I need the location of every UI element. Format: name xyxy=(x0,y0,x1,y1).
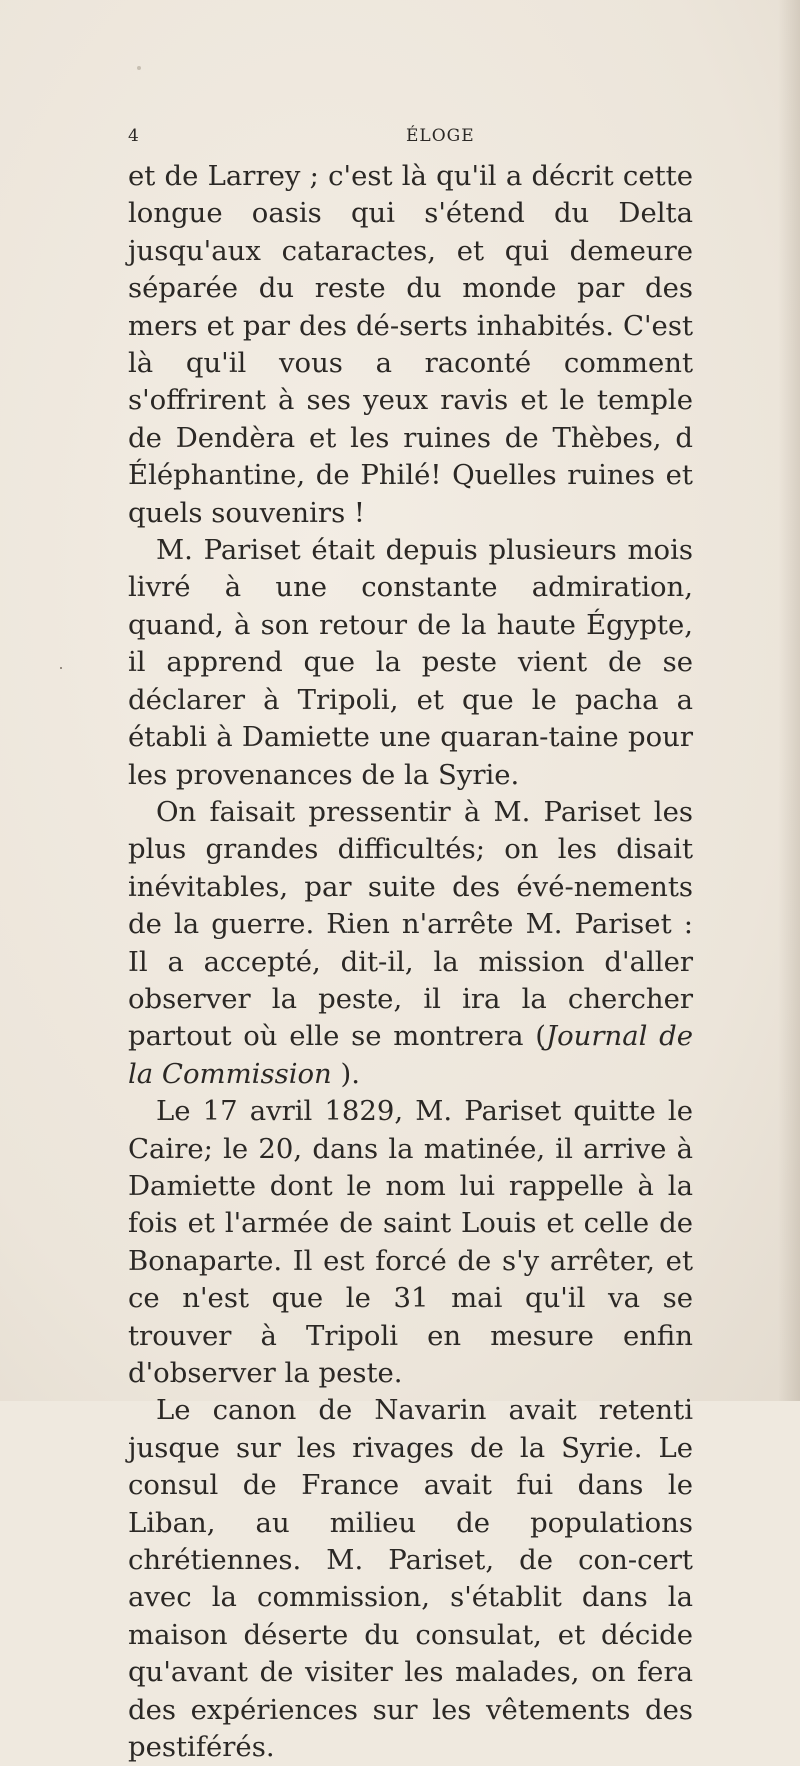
paragraph xyxy=(128,794,693,1093)
page-header xyxy=(128,126,688,156)
journal-reference: Journal de la Commission xyxy=(128,1020,693,1090)
running-head: ÉLOGE xyxy=(406,126,475,146)
paragraph: Le 17 avril 1829, M. Pariset quitte le Caire; le 20, dans la matinée, il arrive à Damiette dont le nom lui rappelle à la fois et l'armée de saint Louis et celle de Bonaparte. Il est forcé de s'y arrêter, et ce n'est que le 31 mai qu'il va se trouver à Tripoli en mesure enfin d'observer la peste. xyxy=(128,1095,693,1389)
page-edge-shadow xyxy=(778,0,800,1401)
body-text xyxy=(128,158,693,1766)
paragraph: M. Pariset était depuis plusieurs mois livré à une constante admiration, quand, à son retour de la haute Égypte, il apprend que la peste vient de se déclarer à Tripoli, et que le pacha a établi à Damiette une quaran-taine pour les provenances de la Syrie. xyxy=(128,534,693,791)
paragraph: et de Larrey ; c'est là qu'il a décrit cette longue oasis qui s'étend du Delta jusqu'aux cataractes, et qui demeure séparée du reste du monde par des mers et par des dé-serts inhabités. C'est là qu'il vous a raconté comment s'offrirent à ses yeux ravis et le temple de Dendèra et les ruines de Thèbes, d Éléphantine, de Philé! Quelles ruines et quels souvenirs ! xyxy=(128,160,693,529)
page-number: 4 xyxy=(128,126,139,146)
paper-speck xyxy=(60,667,62,669)
paragraph: Le canon de Navarin avait retenti jusque sur les rivages de la Syrie. Le consul de France avait fui dans le Liban, au milieu de populations chrétiennes. M. Pariset, de con-cert avec la commission, s'établit dans la maison déserte du consulat, et décide qu'avant de visiter les malades, on fera des expériences sur les vêtements des pestiférés. xyxy=(128,1394,693,1764)
paper-speck xyxy=(137,66,141,70)
paragraph-text: ). xyxy=(331,1057,360,1090)
paragraph-text: On faisait pressentir à M. Pariset les plus grandes difficultés; on les disait inévitables, par suite des évé-nements de la guerre. Rien n'arrête M. Pariset : Il a accepté, dit-il, la mission d'aller observer la peste, il ira la chercher partout où elle se montrera ( xyxy=(128,795,693,1053)
